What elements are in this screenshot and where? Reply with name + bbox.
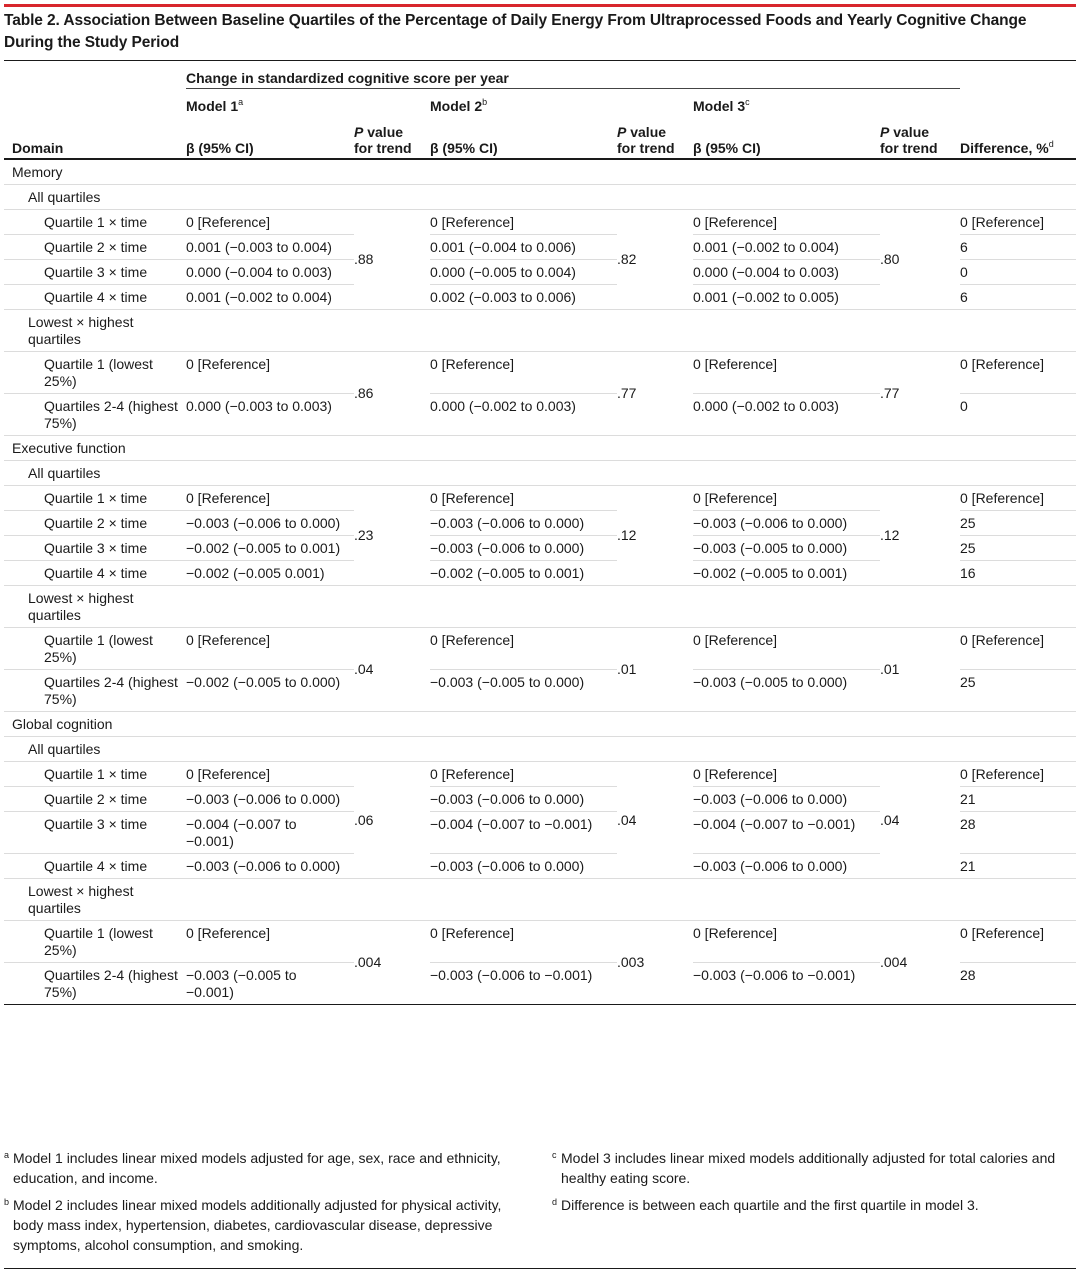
footnote-d: d Difference is between each quartile and the first quartile in model 3. — [552, 1197, 979, 1213]
row-label: Quartile 1 × time — [4, 486, 186, 511]
col-header-beta2: β (95% CI) — [430, 119, 617, 159]
row-label: Quartile 1 (lowest 25%) — [4, 352, 186, 394]
domain-label: Executive function — [4, 436, 1076, 461]
model1-beta: 0 [Reference] — [186, 210, 354, 235]
model2-beta: 0 [Reference] — [430, 762, 617, 787]
group-row — [4, 461, 1076, 486]
header-top-rule — [4, 60, 1076, 61]
model2-beta: 0.002 (−0.003 to 0.006) — [430, 285, 617, 310]
model3-beta: 0 [Reference] — [693, 628, 880, 670]
model1-beta: 0 [Reference] — [186, 921, 354, 963]
row-label: Quartile 2 × time — [4, 235, 186, 260]
group-spacer — [186, 737, 1076, 762]
table-row — [4, 210, 1076, 235]
model2-beta: 0.000 (−0.002 to 0.003) — [430, 394, 617, 436]
table-container — [4, 60, 1076, 1005]
model3-beta: 0 [Reference] — [693, 352, 880, 394]
row-label: Quartile 3 × time — [4, 260, 186, 285]
model1-beta: 0 [Reference] — [186, 352, 354, 394]
model1-p-trend: .06 — [354, 762, 430, 879]
domain-label: Global cognition — [4, 712, 1076, 737]
model3-p-trend: .77 — [880, 352, 960, 436]
group-row — [4, 185, 1076, 210]
model2-beta: −0.002 (−0.005 to 0.001) — [430, 561, 617, 586]
col-header-difference: Difference, %$^d$ — [960, 60, 1076, 159]
model3-beta: 0 [Reference] — [693, 921, 880, 963]
table-row — [4, 486, 1076, 511]
model1-p-trend: .04 — [354, 628, 430, 712]
group-label: Lowest × highest quartiles — [4, 310, 186, 352]
model1-beta: 0.001 (−0.003 to 0.004) — [186, 235, 354, 260]
col-header-span: Change in standardized cognitive score per year — [186, 70, 509, 86]
col-header-p2: P value for trend — [617, 119, 693, 159]
difference-value: 21 — [960, 787, 1076, 812]
model3-beta: −0.003 (−0.006 to −0.001) — [693, 963, 880, 1005]
group-row — [4, 310, 1076, 352]
model1-beta: −0.003 (−0.006 to 0.000) — [186, 787, 354, 812]
model3-beta: 0 [Reference] — [693, 762, 880, 787]
difference-value: 28 — [960, 812, 1076, 854]
model2-p-trend: .12 — [617, 486, 693, 586]
difference-value: 0 [Reference] — [960, 352, 1076, 394]
model3-beta: −0.004 (−0.007 to −0.001) — [693, 812, 880, 854]
domain-row — [4, 436, 1076, 461]
row-label: Quartile 1 × time — [4, 210, 186, 235]
model1-p-trend: .23 — [354, 486, 430, 586]
model3-p-trend: .01 — [880, 628, 960, 712]
model3-beta: −0.003 (−0.005 to 0.000) — [693, 536, 880, 561]
group-label: Lowest × highest quartiles — [4, 879, 186, 921]
col-header-beta1: β (95% CI) — [186, 119, 354, 159]
col-header-model1: Model 1$^a$ — [186, 89, 430, 120]
domain-label: Memory — [4, 159, 1076, 185]
group-row — [4, 879, 1076, 921]
model3-beta: −0.002 (−0.005 to 0.001) — [693, 561, 880, 586]
col-header-model2: Model 2$^b$ — [430, 89, 693, 120]
model3-beta: −0.003 (−0.006 to 0.000) — [693, 511, 880, 536]
row-label: Quartile 4 × time — [4, 285, 186, 310]
col-header-domain: Domain — [4, 60, 186, 159]
row-label: Quartile 4 × time — [4, 561, 186, 586]
table-end-rule — [4, 1268, 1076, 1269]
group-spacer — [186, 879, 1076, 921]
model2-beta: 0 [Reference] — [430, 486, 617, 511]
model1-beta: −0.003 (−0.006 to 0.000) — [186, 854, 354, 879]
table-row — [4, 921, 1076, 963]
table-body — [4, 159, 1076, 1005]
row-label: Quartile 4 × time — [4, 854, 186, 879]
difference-value: 21 — [960, 854, 1076, 879]
model3-p-trend: .80 — [880, 210, 960, 310]
footnote-b: b Model 2 includes linear mixed models additionally adjusted for physical activity, body mass index, hypertension, diabetes, cardiovascular disease, depressive symptoms, alcohol consumption, and smoking. — [4, 1197, 502, 1253]
model3-beta: −0.003 (−0.006 to 0.000) — [693, 787, 880, 812]
col-header-p1: P value for trend — [354, 119, 430, 159]
model2-beta: 0.001 (−0.004 to 0.006) — [430, 235, 617, 260]
model2-beta: 0.000 (−0.005 to 0.004) — [430, 260, 617, 285]
model2-beta: −0.004 (−0.007 to −0.001) — [430, 812, 617, 854]
difference-value: 0 [Reference] — [960, 762, 1076, 787]
row-label: Quartile 2 × time — [4, 787, 186, 812]
model2-beta: 0 [Reference] — [430, 352, 617, 394]
difference-value: 0 [Reference] — [960, 210, 1076, 235]
group-label: Lowest × highest quartiles — [4, 586, 186, 628]
row-label: Quartiles 2-4 (highest 75%) — [4, 394, 186, 436]
title-rule — [4, 4, 1076, 7]
model1-beta: 0 [Reference] — [186, 762, 354, 787]
model2-beta: 0 [Reference] — [430, 921, 617, 963]
model3-beta: −0.003 (−0.006 to 0.000) — [693, 854, 880, 879]
model1-p-trend: .004 — [354, 921, 430, 1005]
difference-value: 16 — [960, 561, 1076, 586]
col-header-p3: P value for trend — [880, 89, 960, 160]
difference-value: 25 — [960, 670, 1076, 712]
model3-p-trend: .004 — [880, 921, 960, 1005]
model1-beta: −0.003 (−0.006 to 0.000) — [186, 511, 354, 536]
model3-beta: 0.000 (−0.002 to 0.003) — [693, 394, 880, 436]
footnote-a: a Model 1 includes linear mixed models adjusted for age, sex, race and ethnicity, education, and income. — [4, 1150, 501, 1186]
domain-row — [4, 159, 1076, 185]
model2-beta: 0 [Reference] — [430, 210, 617, 235]
model2-beta: −0.003 (−0.006 to 0.000) — [430, 854, 617, 879]
group-spacer — [186, 461, 1076, 486]
difference-value: 0 [Reference] — [960, 628, 1076, 670]
difference-value: 0 — [960, 260, 1076, 285]
row-label: Quartiles 2-4 (highest 75%) — [4, 670, 186, 712]
model1-beta: 0.000 (−0.004 to 0.003) — [186, 260, 354, 285]
group-label: All quartiles — [4, 185, 186, 210]
group-label: All quartiles — [4, 461, 186, 486]
model1-beta: 0.001 (−0.002 to 0.004) — [186, 285, 354, 310]
model2-beta: 0 [Reference] — [430, 628, 617, 670]
model3-beta: 0 [Reference] — [693, 486, 880, 511]
group-label: All quartiles — [4, 737, 186, 762]
model2-beta: −0.003 (−0.006 to 0.000) — [430, 536, 617, 561]
domain-row — [4, 712, 1076, 737]
difference-value: 25 — [960, 536, 1076, 561]
difference-value: 0 — [960, 394, 1076, 436]
row-label: Quartile 1 × time — [4, 762, 186, 787]
model2-p-trend: .77 — [617, 352, 693, 436]
table-row — [4, 628, 1076, 670]
model1-beta: −0.003 (−0.005 to −0.001) — [186, 963, 354, 1005]
table-row — [4, 352, 1076, 394]
model3-beta: 0.001 (−0.002 to 0.005) — [693, 285, 880, 310]
model1-beta: 0 [Reference] — [186, 628, 354, 670]
group-spacer — [186, 310, 1076, 352]
model1-beta: 0.000 (−0.003 to 0.003) — [186, 394, 354, 436]
model3-beta: 0 [Reference] — [693, 210, 880, 235]
group-spacer — [186, 185, 1076, 210]
difference-value: 0 [Reference] — [960, 921, 1076, 963]
difference-value: 25 — [960, 511, 1076, 536]
difference-value: 6 — [960, 285, 1076, 310]
col-header-model3: Model 3$^c$ — [693, 89, 880, 120]
model2-p-trend: .01 — [617, 628, 693, 712]
group-row — [4, 737, 1076, 762]
row-label: Quartile 3 × time — [4, 536, 186, 561]
difference-value: 28 — [960, 963, 1076, 1005]
model2-beta: −0.003 (−0.005 to 0.000) — [430, 670, 617, 712]
model3-beta: −0.003 (−0.005 to 0.000) — [693, 670, 880, 712]
model1-beta: −0.004 (−0.007 to −0.001) — [186, 812, 354, 854]
row-label: Quartile 1 (lowest 25%) — [4, 921, 186, 963]
model2-beta: −0.003 (−0.006 to 0.000) — [430, 511, 617, 536]
model1-beta: −0.002 (−0.005 to 0.001) — [186, 536, 354, 561]
model3-p-trend: .12 — [880, 486, 960, 586]
results-table — [4, 60, 1076, 1005]
table-row — [4, 762, 1076, 787]
row-label: Quartile 2 × time — [4, 511, 186, 536]
row-label: Quartiles 2-4 (highest 75%) — [4, 963, 186, 1005]
difference-value: 0 [Reference] — [960, 486, 1076, 511]
model2-p-trend: .003 — [617, 921, 693, 1005]
model1-beta: 0 [Reference] — [186, 486, 354, 511]
model1-p-trend: .88 — [354, 210, 430, 310]
col-header-beta3: β (95% CI) — [693, 119, 880, 159]
model1-beta: −0.002 (−0.005 0.001) — [186, 561, 354, 586]
model1-beta: −0.002 (−0.005 to 0.000) — [186, 670, 354, 712]
model3-beta: 0.001 (−0.002 to 0.004) — [693, 235, 880, 260]
difference-value: 6 — [960, 235, 1076, 260]
group-row — [4, 586, 1076, 628]
footnote-c: c Model 3 includes linear mixed models additionally adjusted for total calories and healthy eating score. — [552, 1150, 1056, 1186]
model2-p-trend: .04 — [617, 762, 693, 879]
table-title: Table 2. Association Between Baseline Quartiles of the Percentage of Daily Energy From Ultraprocessed Foods and Yearly Cognitive Change During the Study Period — [4, 12, 1027, 51]
model1-p-trend: .86 — [354, 352, 430, 436]
model3-p-trend: .04 — [880, 762, 960, 879]
model2-beta: −0.003 (−0.006 to 0.000) — [430, 787, 617, 812]
row-label: Quartile 1 (lowest 25%) — [4, 628, 186, 670]
group-spacer — [186, 586, 1076, 628]
model3-beta: 0.000 (−0.004 to 0.003) — [693, 260, 880, 285]
model2-p-trend: .82 — [617, 210, 693, 310]
row-label: Quartile 3 × time — [4, 812, 186, 854]
model2-beta: −0.003 (−0.006 to −0.001) — [430, 963, 617, 1005]
